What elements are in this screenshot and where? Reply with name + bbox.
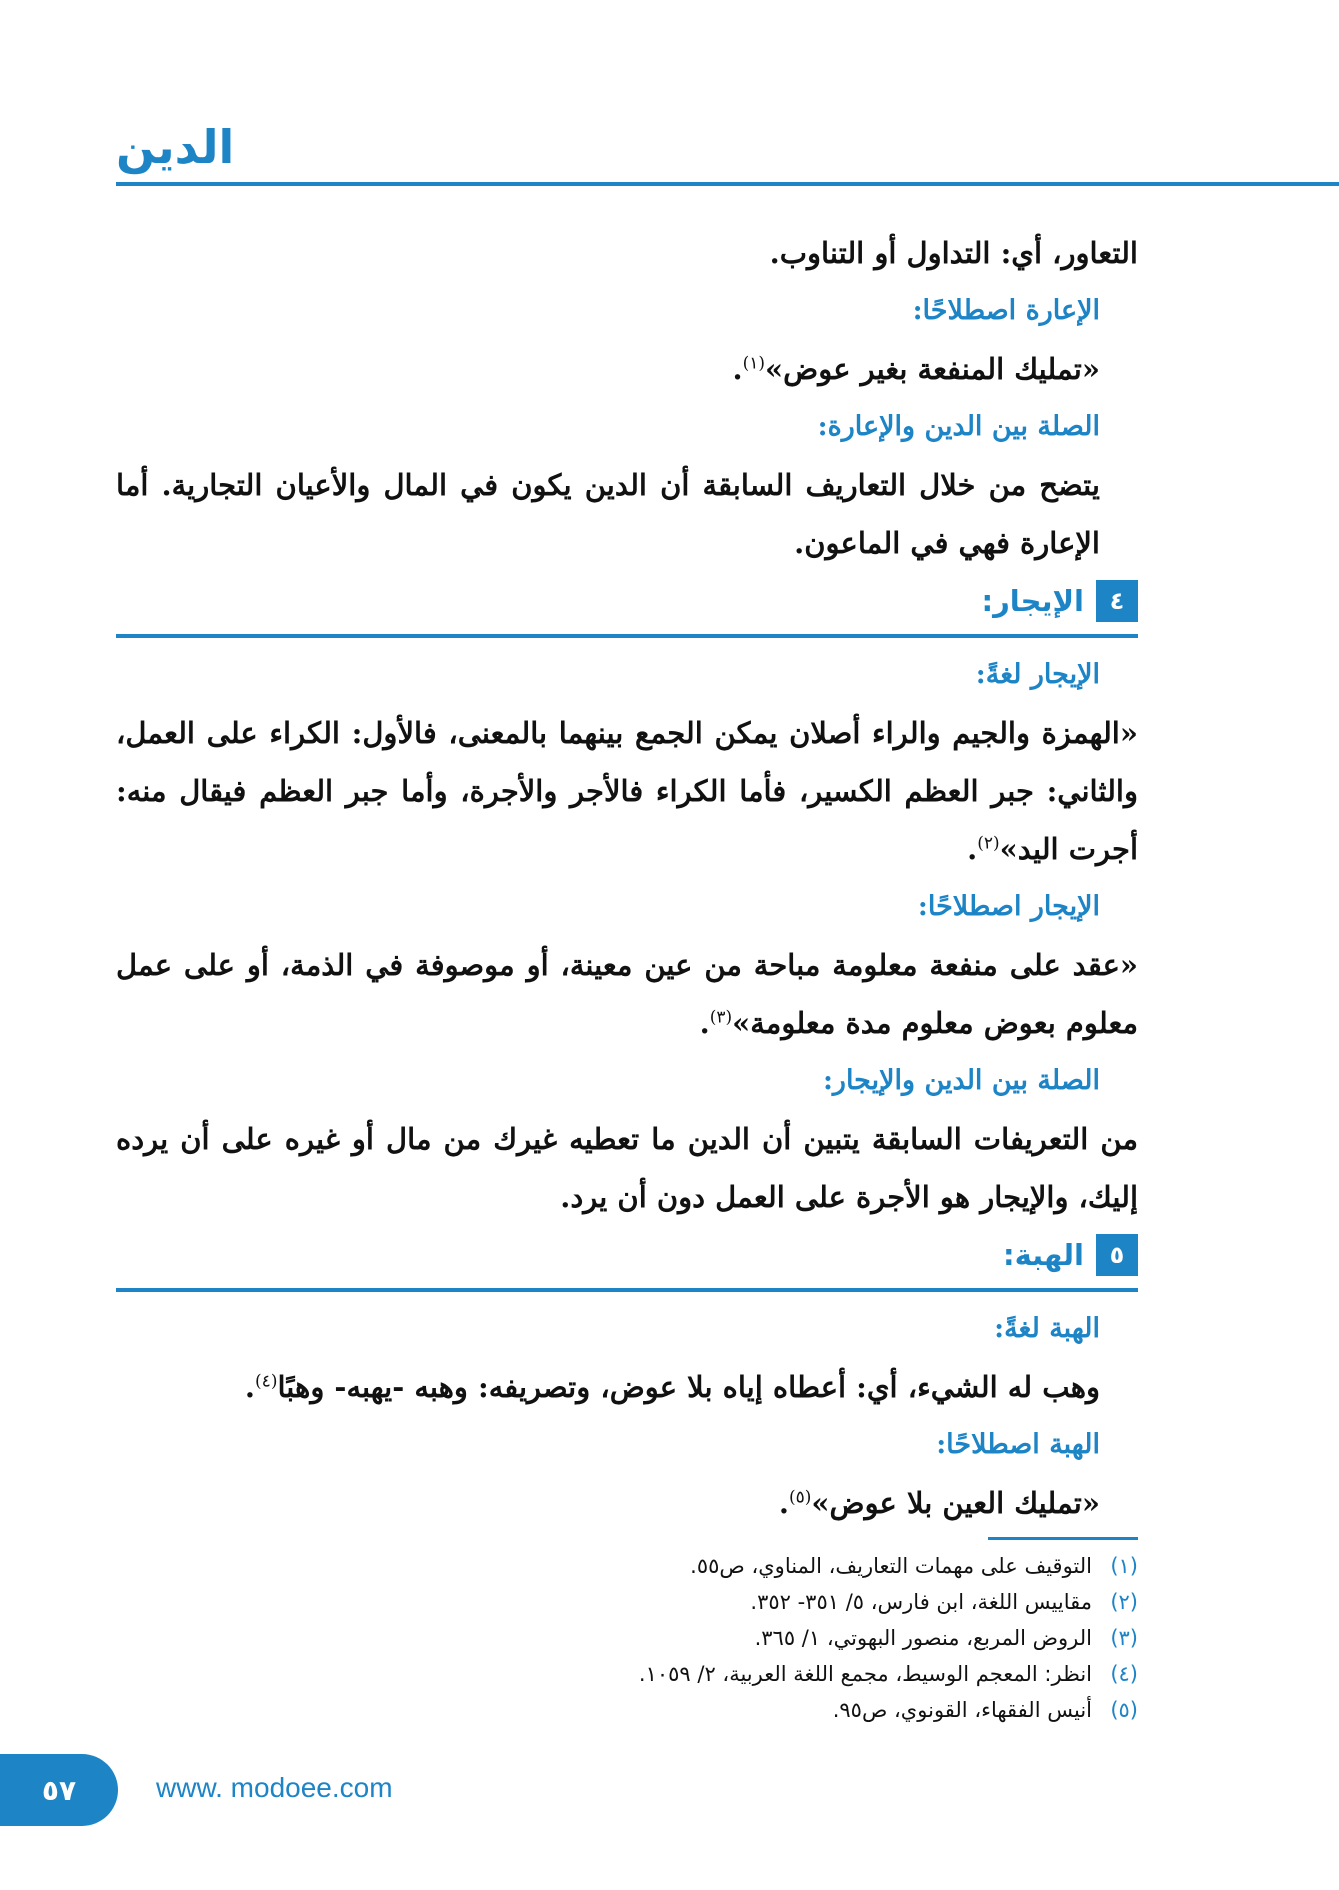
iara-link-paragraph: يتضح من خلال التعاريف السابقة أن الدين يكون في المال والأعيان التجارية. أما الإعارة فهي في الماعون. [116,468,1100,560]
footnote-text: أنيس الفقهاء، القونوي، ص٩٥. [832,1698,1092,1722]
section-4-heading [116,578,1138,624]
website-link[interactable]: www. modoee.com [156,1772,393,1803]
title-divider [116,182,1339,186]
hiba-lang-heading: الهبة لغةً: [994,1313,1100,1344]
section-5-number: ٥ [1096,1234,1138,1276]
footnote-text: الروض المربع، منصور البهوتي، ١/ ٣٦٥. [754,1626,1092,1650]
hiba-lang-paragraph: وهب له الشيء، أي: أعطاه إياه بلا عوض، وتصريفه: وهبه -يهبه- وهبًا$^{(٤)}$. [244,1370,1100,1404]
footnote-number: (٣) [1110,1626,1138,1650]
section-4-divider [116,634,1138,638]
main-content [116,224,1138,1532]
hiba-term-paragraph: «تمليك العين بلا عوض»$^{(٥)}$. [778,1486,1100,1520]
section-5-divider [116,1288,1138,1292]
footnote-text: انظر: المعجم الوسيط، مجمع اللغة العربية، ٢/ ١٠٥٩. [638,1662,1092,1686]
footnote-item [116,1584,1138,1620]
footnote-ref-3[interactable]: (٣) [709,1007,733,1028]
footnote-number: (١) [1110,1554,1138,1578]
page-title: الدين [116,120,235,174]
ijar-term-paragraph: «عقد على منفعة معلومة مباحة من عين معينة، أو موصوفة في الذمة، أو على عمل معلوم بعوض معلوم مدة معلومة»$^{(٣)}$. [116,948,1138,1040]
section-4-number: ٤ [1096,580,1138,622]
footnote-number: (٥) [1110,1698,1138,1722]
ijar-lang-paragraph: «الهمزة والجيم والراء أصلان يمكن الجمع بينهما بالمعنى، فالأول: الكراء على العمل، والثاني: جبر العظم الكسير، فأما الكراء فالأجر والأجرة، وأما جبر العظم فيقال منه: أجرت اليد»$^{(٢)}$. [116,716,1138,866]
ijar-term-heading: الإيجار اصطلاحًا: [917,891,1100,922]
footnote-number: (٤) [1110,1662,1138,1686]
footnote-number: (٢) [1110,1590,1138,1614]
footnote-item [116,1620,1138,1656]
ijar-link-heading: الصلة بين الدين والإيجار: [822,1065,1100,1096]
section-4-title: الإيجار: [981,584,1084,618]
footnote-item [116,1692,1138,1728]
footnotes-divider [988,1537,1138,1540]
footnote-text: مقاييس اللغة، ابن فارس، ٥/ ٣٥١- ٣٥٢. [750,1590,1092,1614]
page-number: ٥٧ [0,1754,118,1826]
section-5-title: الهبة: [1003,1238,1084,1272]
footnote-ref-4[interactable]: (٤) [255,1371,278,1392]
footnote-ref-5[interactable]: (٥) [788,1487,812,1508]
hiba-term-heading: الهبة اصطلاحًا: [936,1429,1100,1460]
iara-link-heading: الصلة بين الدين والإعارة: [817,411,1100,442]
intro-line: التعاور، أي: التداول أو التناوب. [769,236,1138,270]
footnote-ref-2[interactable]: (٢) [977,833,1000,854]
footnote-item [116,1656,1138,1692]
footnote-item [116,1548,1138,1584]
footnote-ref-1[interactable]: (١) [742,353,766,374]
section-5-heading [116,1232,1138,1278]
iara-term-definition: «تمليك المنفعة بغير عوض»$^{(١)}$. [732,352,1100,386]
ijar-link-paragraph: من التعريفات السابقة يتبين أن الدين ما تعطيه غيرك من مال أو غيره على أن يرده إليك، والإيجار هو الأجرة على العمل دون أن يرد. [116,1122,1138,1214]
iara-term-heading: الإعارة اصطلاحًا: [912,295,1100,326]
footnote-text: التوقيف على مهمات التعاريف، المناوي، ص٥٥. [690,1554,1092,1578]
ijar-lang-heading: الإيجار لغةً: [975,659,1100,690]
footnotes-list [116,1548,1138,1728]
